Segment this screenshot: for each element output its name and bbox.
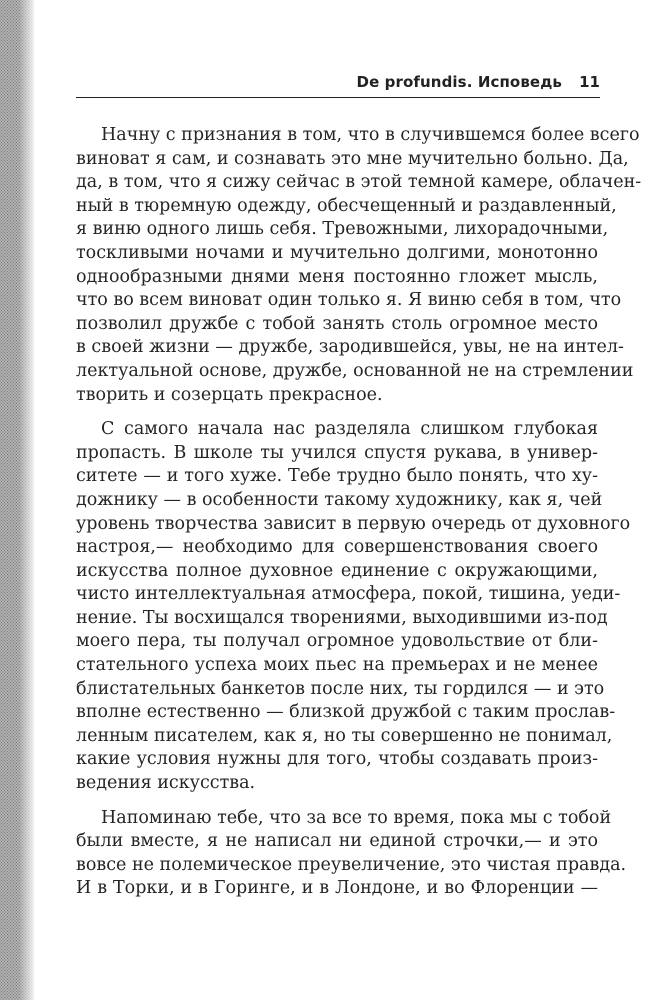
text-line: С самого начала нас разделяла слишком глубокая bbox=[101, 419, 598, 440]
paragraph bbox=[76, 124, 642, 407]
body-text bbox=[76, 124, 642, 901]
text-line: ситете — и того хуже. Тебе трудно было понять, что ху- bbox=[76, 466, 598, 487]
page-number: 11 bbox=[579, 73, 600, 91]
paragraph-gap bbox=[76, 796, 598, 807]
text-line: вовсе не полемическое преувеличение, это чистая правда. bbox=[76, 854, 627, 875]
text-line: блистательных банкетов после них, ты гордился — и это bbox=[76, 678, 605, 699]
text-line: чисто интеллектуальная атмосфера, покой, тишина, уеди- bbox=[76, 584, 621, 605]
text-line: какие условия нужны для того, чтобы создавать произ- bbox=[76, 749, 598, 770]
text-line: Начну с признания в том, что в случившемся более всего bbox=[101, 125, 640, 145]
text-line: однообразными днями меня постоянно гложет мысль, bbox=[76, 266, 598, 287]
text-line: тоскливыми ночами и мучительно долгими, монотонно bbox=[76, 242, 598, 263]
text-line: творить и созерцать прекрасное. bbox=[76, 384, 383, 405]
text-line: ведения искусства. bbox=[76, 773, 256, 794]
text-line: настроя,— необходимо для совершенствования своего bbox=[76, 537, 598, 558]
text-line: дожнику — в особенности такому художнику, как я, чей bbox=[76, 489, 603, 510]
paragraph-gap bbox=[76, 407, 598, 418]
paragraph bbox=[76, 418, 631, 796]
text-line: Напоминаю тебе, что за все то время, пока мы с тобой bbox=[101, 807, 612, 828]
text-line: моего пера, ты получал огромное удовольствие от бли- bbox=[76, 631, 598, 652]
text-line: стательного успеха моих пьес на премьерах и не менее bbox=[76, 655, 598, 676]
text-line: были вместе, я не написал ни единой строчки,— и это bbox=[76, 831, 598, 852]
text-line: да, в том, что я сижу сейчас в этой темной камере, облачен- bbox=[76, 172, 642, 193]
text-line: позволил дружбе с тобой занять столь огромное место bbox=[76, 313, 598, 334]
text-line: искусства полное духовное единение с окружающими, bbox=[76, 560, 598, 581]
page-edge-halftone bbox=[0, 0, 34, 1000]
text-line: уровень творчества зависит в первую очередь от духовного bbox=[76, 513, 631, 534]
running-header bbox=[76, 73, 600, 98]
text-line: лектуальной основе, дружбе, основанной не на стремлении bbox=[76, 360, 634, 381]
text-line: что во всем виноват один только я. Я виню себя в том, что bbox=[76, 290, 622, 311]
text-line: в своей жизни — дружбе, зародившейся, увы, не на интел- bbox=[76, 337, 624, 358]
text-line: И в Торки, и в Горинге, и в Лондоне, и во Флоренции — bbox=[76, 878, 598, 899]
text-line: ный в тюремную одежду, обесчещенный и раздавленный, bbox=[76, 195, 617, 216]
text-line: ленным писателем, как я, но ты совершенно не понимал, bbox=[76, 725, 613, 746]
text-line: вполне естественно — близкой дружбой с таким прослав- bbox=[76, 702, 616, 723]
running-title: De profundis. Исповедь bbox=[356, 73, 562, 91]
paragraph bbox=[76, 807, 627, 901]
text-line: виноват я сам, и сознавать это мне мучительно больно. Да, bbox=[76, 148, 629, 169]
text-line: я виню одного лишь себя. Тревожными, лихорадочными, bbox=[76, 219, 609, 240]
text-line: пропасть. В школе ты учился спустя рукава, в универ- bbox=[76, 442, 598, 463]
text-line: нение. Ты восхищался творениями, выходившими из-под bbox=[76, 607, 608, 628]
